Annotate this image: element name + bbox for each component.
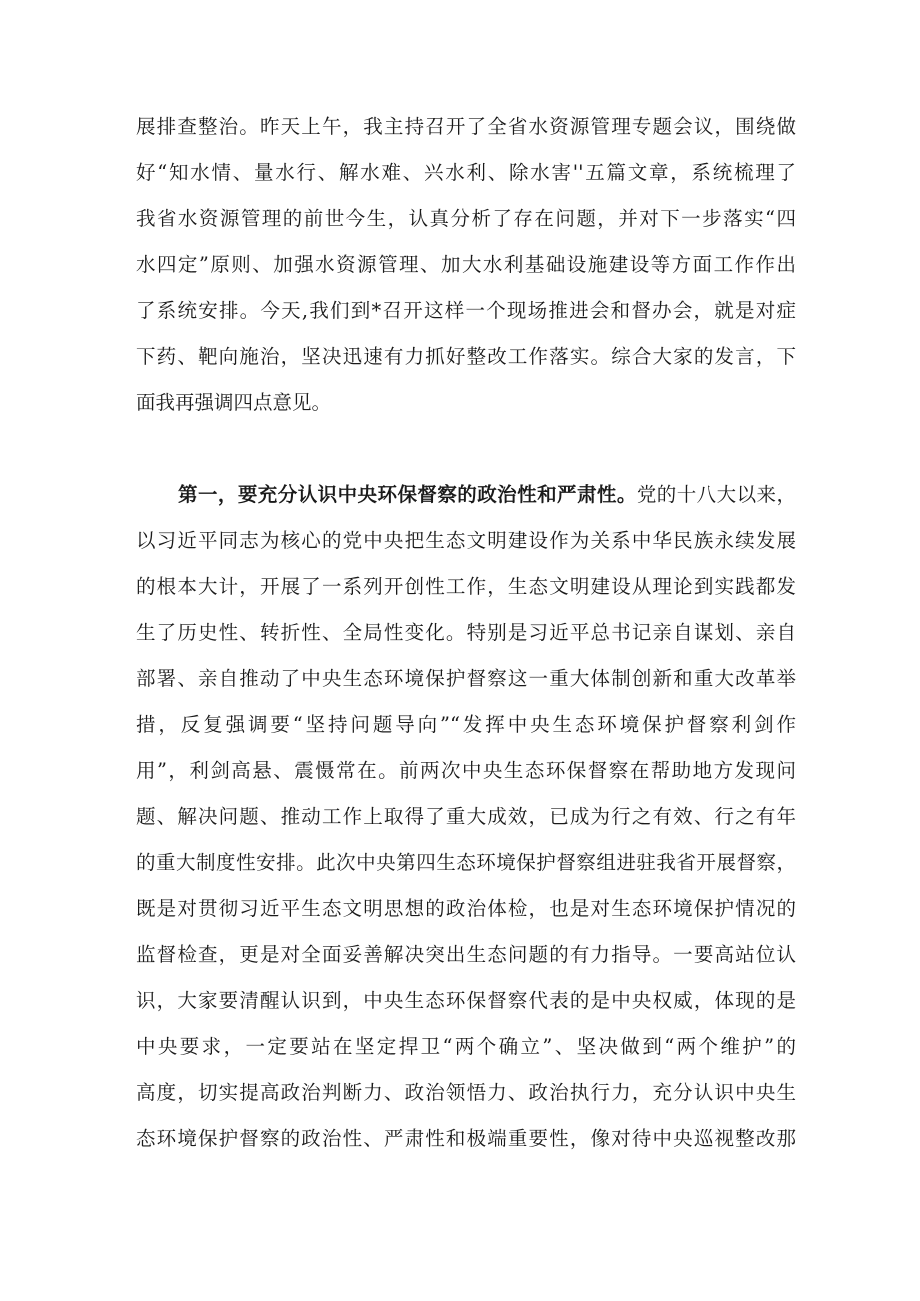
text-line: 下药、靶向施治，坚决迅速有力抓好整改工作落实。综合大家的发言，下 bbox=[136, 345, 796, 368]
text-line: 用”，利剑高悬、震慑常在。前两次中央生态环保督察在帮助地方发现问 bbox=[136, 759, 796, 782]
text-line: 展排查整治。昨天上午，我主持召开了全省水资源管理专题会议，围绕做 bbox=[136, 115, 796, 138]
text-line: 既是对贯彻习近平生态文明思想的政治体检，也是对生态环境保护情况的 bbox=[136, 897, 796, 920]
text-line: 题、解决问题、推动工作上取得了重大成效，已成为行之有效、行之有年 bbox=[136, 805, 796, 828]
text-line: 好“知水情、量水行、解水难、兴水利、除水害''五篇文章，系统梳理了 bbox=[136, 161, 796, 184]
text-line: 的重大制度性安排。此次中央第四生态环境保护督察组进驻我省开展督察， bbox=[136, 851, 796, 874]
text-line: 部署、亲自推动了中央生态环境保护督察这一重大体制创新和重大改革举 bbox=[136, 667, 796, 690]
paragraph-1 bbox=[136, 104, 796, 426]
paragraph-2 bbox=[136, 472, 796, 1162]
paragraph-first-line bbox=[136, 472, 796, 518]
text-line: 了系统安排。今天,我们到*召开这样一个现场推进会和督办会，就是对症 bbox=[136, 299, 796, 322]
text-line: 态环境保护督察的政治性、严肃性和极端重要性，像对待中央巡视整改那 bbox=[136, 1127, 796, 1150]
text-line: 以习近平同志为核心的党中央把生态文明建设作为关系中华民族永续发展 bbox=[136, 529, 796, 552]
text-line: 高度，切实提高政治判断力、政治领悟力、政治执行力，充分认识中央生 bbox=[136, 1081, 796, 1104]
text-line: 措，反复强调要“坚持问题导向”“发挥中央生态环境保护督察利剑作 bbox=[136, 713, 796, 736]
section-heading: 第一，要充分认识中央环保督察的政治性和严肃性。 bbox=[178, 483, 637, 506]
document-page bbox=[136, 104, 796, 1162]
text-line: 面我再强调四点意见。 bbox=[136, 391, 332, 414]
text-line: 生了历史性、转折性、全局性变化。特别是习近平总书记亲自谋划、亲自 bbox=[136, 621, 796, 644]
text-line: 水四定”原则、加强水资源管理、加大水利基础设施建设等方面工作作出 bbox=[136, 253, 796, 276]
text-line: 监督检查，更是对全面妥善解决突出生态问题的有力指导。一要高站位认 bbox=[136, 943, 796, 966]
text-line: 识，大家要清醒认识到，中央生态环保督察代表的是中央权威，体现的是 bbox=[136, 989, 796, 1012]
paragraph-spacer bbox=[136, 426, 796, 472]
text-line: 中央要求，一定要站在坚定捍卫“两个确立”、坚决做到“两个维护”的 bbox=[136, 1035, 796, 1058]
heading-continuation: 党的十八大以来， bbox=[636, 483, 796, 506]
text-line: 我省水资源管理的前世今生，认真分析了存在问题，并对下一步落实“四 bbox=[136, 207, 796, 230]
text-line: 的根本大计，开展了一系列开创性工作，生态文明建设从理论到实践都发 bbox=[136, 575, 796, 598]
